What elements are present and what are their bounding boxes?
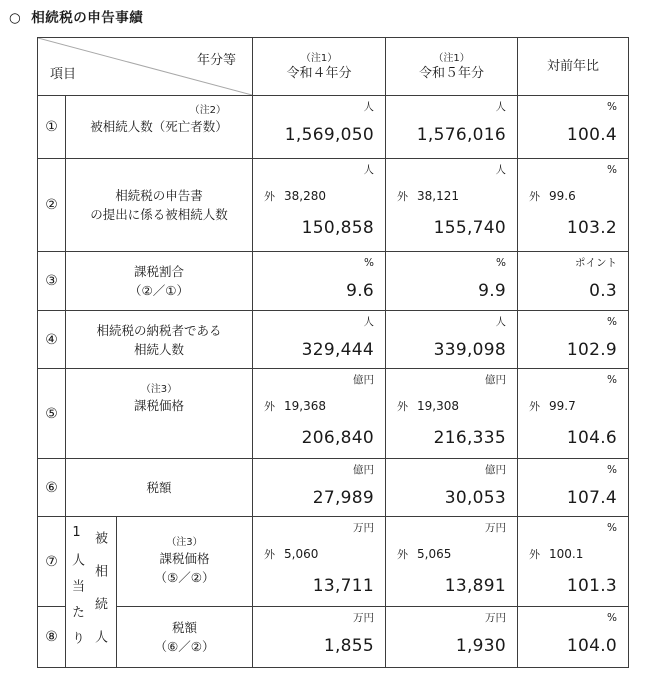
unit-label: 億円 [485, 464, 507, 476]
corner-label-year: 年分等 [197, 53, 237, 68]
table-row [38, 311, 629, 369]
row-number: ④ [38, 311, 66, 369]
table-row [38, 159, 629, 252]
unit-label: 人 [363, 164, 375, 176]
table-row [38, 369, 629, 459]
main-value: 206,840 [301, 428, 375, 448]
value-cell [253, 252, 386, 311]
outer-prefix: 外 [529, 400, 541, 413]
unit-label: 万円 [485, 612, 507, 624]
row-number: ⑦ [38, 517, 66, 607]
outer-prefix: 外 [529, 548, 541, 561]
outer-value: 外 19,368 [264, 399, 327, 413]
col-header-reiwa5: （注1） 令和５年分 [386, 38, 518, 96]
unit-label: ポイント [575, 257, 618, 269]
unit-label: % [607, 522, 618, 534]
unit-label: % [607, 101, 618, 113]
main-value: 155,740 [433, 218, 507, 238]
row-number: ⑧ [38, 607, 66, 668]
value-cell [386, 311, 518, 369]
main-value: 9.9 [478, 281, 507, 301]
title-circle-mark: ○ [9, 10, 22, 26]
unit-label: 億円 [353, 374, 375, 386]
value-cell [518, 517, 629, 607]
outer-prefix: 外 [397, 400, 409, 413]
unit-label: % [607, 316, 618, 328]
outer-prefix: 外 [264, 190, 276, 203]
value-cell [518, 311, 629, 369]
value-cell [253, 517, 386, 607]
row-label: 税額 （⑥／②） [117, 607, 253, 668]
row-number: ② [38, 159, 66, 252]
main-value: 104.0 [566, 636, 618, 656]
main-value: 103.2 [566, 218, 618, 238]
main-value: 100.4 [566, 125, 618, 145]
value-cell [518, 607, 629, 668]
value-cell [253, 607, 386, 668]
unit-label: 人 [363, 316, 375, 328]
vertical-label-per-person: 1人当たり [69, 525, 84, 657]
row-label: 税額 [66, 459, 253, 517]
unit-label: 億円 [485, 374, 507, 386]
row-label: 相続税の納税者である 相続人数 [66, 311, 253, 369]
value-cell [253, 311, 386, 369]
unit-label: 億円 [353, 464, 375, 476]
unit-label: 人 [495, 316, 507, 328]
unit-label: 万円 [353, 522, 375, 534]
outer-prefix: 外 [397, 548, 409, 561]
row-label: （注3） 課税価格 [66, 369, 253, 459]
outer-prefix: 外 [397, 190, 409, 203]
row-number: ⑥ [38, 459, 66, 517]
outer-value: 外 99.6 [529, 189, 576, 203]
row-label: 課税割合 （②／①） [66, 252, 253, 311]
unit-label: 万円 [353, 612, 375, 624]
main-value: 104.6 [566, 428, 618, 448]
value-cell [253, 369, 386, 459]
main-value: 102.9 [566, 340, 618, 360]
value-cell [386, 159, 518, 252]
value-cell [518, 252, 629, 311]
header-row [38, 38, 629, 96]
table-row [38, 517, 629, 607]
main-value: 107.4 [566, 488, 618, 508]
outer-prefix: 外 [264, 548, 276, 561]
row-label: （注3） 課税価格 （⑤／②） [117, 517, 253, 607]
note-1-label: （注1） [300, 52, 338, 64]
outer-prefix: 外 [264, 400, 276, 413]
row-label: （注2） 被相続人数（死亡者数） [66, 96, 253, 159]
main-value: 101.3 [566, 576, 618, 596]
note-1-label: （注1） [433, 52, 470, 64]
outer-value: 外 99.7 [529, 399, 576, 413]
unit-label: 人 [495, 164, 507, 176]
outer-value: 外 38,121 [397, 189, 460, 203]
table-row [38, 96, 629, 159]
unit-label: 人 [363, 101, 375, 113]
unit-label: 万円 [485, 522, 507, 534]
main-value: 0.3 [589, 281, 618, 301]
main-value: 1,576,016 [416, 125, 507, 145]
main-value: 13,711 [312, 576, 375, 596]
value-cell [386, 517, 518, 607]
value-cell [518, 159, 629, 252]
main-value: 1,855 [323, 636, 375, 656]
main-value: 329,444 [301, 340, 375, 360]
page-title-text: 相続税の申告事績 [31, 10, 144, 26]
value-cell [386, 369, 518, 459]
outer-value: 外 5,060 [264, 547, 319, 561]
unit-label: % [607, 464, 618, 476]
main-value: 216,335 [433, 428, 507, 448]
note-2-label: （注2） [189, 105, 227, 116]
corner-label-item: 項目 [50, 67, 77, 82]
main-value: 9.6 [346, 281, 375, 301]
table-row [38, 252, 629, 311]
unit-label: % [607, 612, 618, 624]
outer-value: 外 38,280 [264, 189, 327, 203]
note-3-label: （注3） [140, 383, 178, 395]
value-cell [386, 459, 518, 517]
value-cell [253, 459, 386, 517]
unit-label: 人 [495, 101, 507, 113]
col-header-reiwa4: （注1） 令和４年分 [253, 38, 386, 96]
value-cell [253, 159, 386, 252]
value-cell [518, 459, 629, 517]
value-cell [518, 369, 629, 459]
main-value: 1,930 [455, 636, 507, 656]
page-title [9, 6, 143, 26]
note-3-label: （注3） [166, 537, 203, 548]
value-cell [386, 96, 518, 159]
col-header-yoy: 対前年比 [518, 38, 629, 96]
inheritance-tax-table [37, 37, 629, 668]
unit-label: % [496, 257, 507, 269]
main-value: 13,891 [444, 576, 507, 596]
main-value: 339,098 [433, 340, 507, 360]
row-number: ③ [38, 252, 66, 311]
main-value: 27,989 [312, 488, 375, 508]
value-cell [518, 96, 629, 159]
main-value: 30,053 [444, 488, 507, 508]
row-label: 相続税の申告書 の提出に係る被相続人数 [66, 159, 253, 252]
outer-value: 外 19,308 [397, 399, 460, 413]
table-row [38, 607, 629, 668]
unit-label: % [607, 164, 618, 176]
vertical-label-decedent: 被相続人 [92, 531, 107, 663]
value-cell [386, 252, 518, 311]
value-cell [253, 96, 386, 159]
outer-value: 外 5,065 [397, 547, 452, 561]
corner-cell [38, 38, 253, 96]
row-number: ① [38, 96, 66, 159]
outer-value: 外 100.1 [529, 547, 584, 561]
unit-label: % [607, 374, 618, 386]
value-cell [386, 607, 518, 668]
row-number: ⑤ [38, 369, 66, 459]
main-value: 1,569,050 [284, 125, 375, 145]
per-decedent-vertical-cell [66, 517, 117, 668]
unit-label: % [364, 257, 375, 269]
table-row [38, 459, 629, 517]
main-value: 150,858 [301, 218, 375, 238]
outer-prefix: 外 [529, 190, 541, 203]
